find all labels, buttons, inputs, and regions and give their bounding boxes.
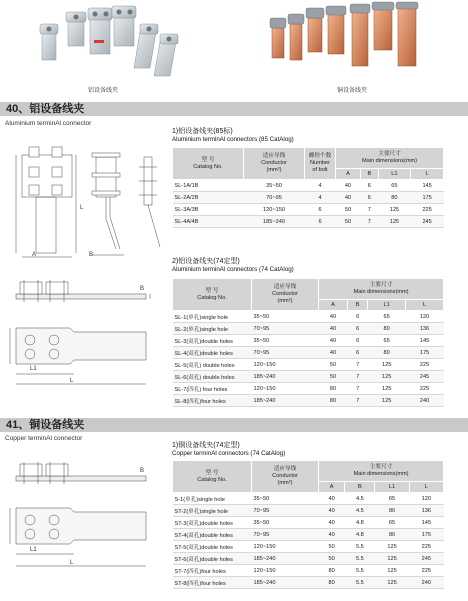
cell-value: 70~95 [252,323,319,335]
cell-catalog: ST-8(四孔)four holes [173,577,252,589]
cell-value: 80 [319,383,348,395]
cell-catalog: SL-1(单孔)single hole [173,311,252,323]
cell-value: 7 [348,371,368,383]
col-dims: 主要尺寸 Main dimensions(mm) [336,148,444,169]
cell-value: 120~150 [252,359,319,371]
cell-value: 185~240 [244,216,305,228]
cell-value: 6 [305,204,336,216]
cell-value: 5.5 [345,541,375,553]
table-row [173,493,444,505]
dim-label-L-2: L [70,378,74,384]
cell-value: 245 [409,553,443,565]
cell-catalog: ST-7(四孔)four holes [173,565,252,577]
cell-value: 125 [375,577,409,589]
cell-value: 40 [319,493,345,505]
cell-value: 125 [378,216,411,228]
cell-value: 125 [368,383,406,395]
cell-catalog: SL-1A/1B [173,180,244,192]
cell-value: 65 [375,517,409,529]
cell-value: 145 [406,335,444,347]
cell-value: 125 [368,359,406,371]
table-row [173,565,444,577]
cell-value: 35~50 [252,517,319,529]
aluminium-85-drawing [14,137,164,262]
dim-label-L1: L1 [30,366,37,372]
table-row [173,216,444,228]
cell-value: 70~95 [252,347,319,359]
cell-catalog: ST-4(双孔)double holes [173,529,252,541]
copper-connector-photo [268,2,443,84]
cell-catalog: S-1(单孔)single hole [173,493,252,505]
copper-74-table [172,460,444,589]
cell-catalog: SL-2A/2B [173,192,244,204]
cell-value: 125 [375,541,409,553]
al-74-table-title-en: Aluminium terminAl connectors (74 CatAlog) [172,266,294,273]
cell-catalog: ST-5(双孔)double holes [173,541,252,553]
cell-value: 50 [319,541,345,553]
table-row [173,192,444,204]
cell-value: 80 [375,529,409,541]
cell-value: 50 [319,359,348,371]
cell-value: 80 [319,577,345,589]
cell-value: 7 [348,359,368,371]
cell-catalog: SL-4(双孔)double holes [173,347,252,359]
cell-value: 4.8 [345,529,375,541]
cell-catalog: ST-2(单孔)single hole [173,505,252,517]
dim-label-B-2: B [140,286,145,292]
cell-value: 40 [319,323,348,335]
cell-value: 145 [411,180,444,192]
col-L1: L1 [368,300,406,311]
cell-value: 35~50 [244,180,305,192]
cu-74-table-title-cn: 1)铜设备线夹(74定型) [172,442,240,449]
cell-catalog: ST-6(双孔)double holes [173,553,252,565]
cell-value: 80 [368,323,406,335]
cell-value: 125 [368,371,406,383]
cell-value: 40 [319,335,348,347]
cell-value: 6 [348,323,368,335]
cell-value: 7 [348,383,368,395]
cell-catalog: SL-7(四孔) four holes [173,383,252,395]
cell-value: 7 [361,204,378,216]
cell-value: 125 [378,204,411,216]
cell-value: 4 [305,180,336,192]
cell-value: 40 [319,505,345,517]
col-catalog: 型 号 Catalog No. [173,148,244,180]
col-bolts: 螺栓个数 Number of bolt [305,148,336,180]
cell-value: 65 [378,180,411,192]
cell-value: 185~240 [252,395,319,407]
dim-label-B: B [89,252,94,258]
cell-value: 5.5 [345,577,375,589]
col-catalog: 型 号 Catalog No. [173,461,252,493]
cell-value: 245 [411,216,444,228]
col-B: B [348,300,368,311]
cell-value: 6 [348,347,368,359]
table-row [173,359,444,371]
cell-value: 7 [361,216,378,228]
cell-value: 4.5 [345,505,375,517]
aluminium-74-table [172,278,444,407]
col-conductor: 适应导线 Conductor (mm²) [244,148,305,180]
cell-value: 185~240 [252,553,319,565]
col-A: A [319,300,348,311]
cell-value: 120~150 [252,565,319,577]
cell-value: 35~50 [252,493,319,505]
aluminium-74-drawing [10,280,160,390]
table-row [173,505,444,517]
cell-value: 65 [368,335,406,347]
table-row [173,383,444,395]
cell-value: 35~50 [252,335,319,347]
col-A: A [319,482,345,493]
cell-value: 225 [409,565,443,577]
section-41-title: 41、铜设备线夹 [0,418,468,432]
cell-value: 225 [406,359,444,371]
table-row [173,311,444,323]
cell-value: 185~240 [252,577,319,589]
table-row [173,347,444,359]
cell-value: 50 [319,553,345,565]
cell-value: 175 [411,192,444,204]
cell-value: 120~150 [252,541,319,553]
cell-value: 125 [375,553,409,565]
cell-value: 50 [319,371,348,383]
cell-value: 225 [409,541,443,553]
cell-value: 6 [348,311,368,323]
cell-catalog: SL-6(双孔) double holes [173,371,252,383]
cell-value: 225 [406,383,444,395]
table-row [173,371,444,383]
cell-value: 40 [319,517,345,529]
cell-value: 245 [406,371,444,383]
cell-value: 120~150 [252,383,319,395]
dim-label-A: A [32,252,37,258]
cell-value: 120 [406,311,444,323]
cell-value: 240 [406,395,444,407]
table-row [173,577,444,589]
cell-value: 136 [406,323,444,335]
cell-value: 225 [411,204,444,216]
cell-value: 50 [336,204,361,216]
dim-label-L: L [80,205,84,211]
cell-value: 65 [368,311,406,323]
al-74-table-title-cn: 2)铝设备线夹(74定型) [172,258,240,265]
al-85-table-title-cn: 1)铝设备线夹(85标) [172,128,233,135]
cell-catalog: SL-5(双孔) double holes [173,359,252,371]
col-dims: 主要尺寸 Main dimensions(mm) [319,279,444,300]
col-L: L [409,482,443,493]
section-40-title: 40、铝设备线夹 [0,102,468,116]
cell-value: 7 [348,395,368,407]
col-L1: L1 [375,482,409,493]
aluminium-85-table [172,147,444,228]
cell-value: 120 [409,493,443,505]
cell-value: 4.5 [345,493,375,505]
col-L: L [411,169,444,180]
table-row [173,335,444,347]
cell-value: 4 [305,192,336,204]
cell-value: 6 [305,216,336,228]
dim-label-L1-2: L1 [30,547,37,553]
cell-catalog: ST-3(双孔)double holes [173,517,252,529]
cell-value: 5.5 [345,565,375,577]
table-row [173,395,444,407]
col-dims: 主要尺寸 Main dimensions(mm) [319,461,444,482]
cell-value: 125 [375,565,409,577]
cell-value: 185~240 [252,371,319,383]
cell-value: 50 [336,216,361,228]
cell-value: 175 [406,347,444,359]
cell-value: 65 [375,493,409,505]
cell-catalog: SL-4A/4B [173,216,244,228]
cell-value: 136 [409,505,443,517]
cell-value: 240 [409,577,443,589]
section-41-subtitle: Copper terminAl connector [5,435,83,442]
cell-value: 70~95 [252,529,319,541]
table-row [173,529,444,541]
cell-value: 35~50 [252,311,319,323]
table-row [173,553,444,565]
cu-74-table-title-en: Copper terminAl connectors (74 CatAlog) [172,450,286,457]
cell-value: 175 [409,529,443,541]
cell-value: 40 [319,529,345,541]
cell-value: 40 [319,347,348,359]
cell-value: 6 [361,192,378,204]
dim-label-B-3: B [140,468,145,474]
cell-value: 4.8 [345,517,375,529]
cell-value: 80 [378,192,411,204]
al-85-table-title-en: Aluminium terminAl connectors (85 CatAlog) [172,136,294,143]
col-L: L [406,300,444,311]
cell-value: 6 [361,180,378,192]
table-row [173,541,444,553]
aluminium-photo-caption: 铝设备线夹 [88,88,119,94]
cell-catalog: SL-2(单孔)single hole [173,323,252,335]
cell-value: 145 [409,517,443,529]
col-L1: L1 [378,169,411,180]
aluminium-connector-photo [28,2,188,84]
cell-value: 80 [368,347,406,359]
cell-value: 6 [348,335,368,347]
cell-value: 5.5 [345,553,375,565]
copper-photo-caption: 铜设备线夹 [337,88,368,94]
cell-value: 80 [319,395,348,407]
dim-label-L-3: L [70,560,74,566]
cell-value: 125 [368,395,406,407]
cell-catalog: SL-3A/3B [173,204,244,216]
cell-value: 70~95 [252,505,319,517]
col-A: A [336,169,361,180]
cell-value: 40 [319,311,348,323]
cell-value: 40 [336,180,361,192]
col-catalog: 型 号 Catalog No. [173,279,252,311]
cell-value: 80 [319,565,345,577]
table-row [173,180,444,192]
cell-value: 80 [375,505,409,517]
table-row [173,517,444,529]
cell-value: 120~150 [244,204,305,216]
table-row [173,204,444,216]
copper-74-drawing [10,462,160,574]
cell-value: 70~95 [244,192,305,204]
col-B: B [345,482,375,493]
col-B: B [361,169,378,180]
cell-catalog: SL-8(四孔)four holes [173,395,252,407]
col-conductor: 适应导线 Conductor (mm²) [252,461,319,493]
cell-catalog: SL-3(双孔)double holes [173,335,252,347]
table-row [173,323,444,335]
col-conductor: 适应导线 Conductor (mm²) [252,279,319,311]
cell-value: 40 [336,192,361,204]
section-40-subtitle: Aluminium terminAl connector [5,120,92,127]
